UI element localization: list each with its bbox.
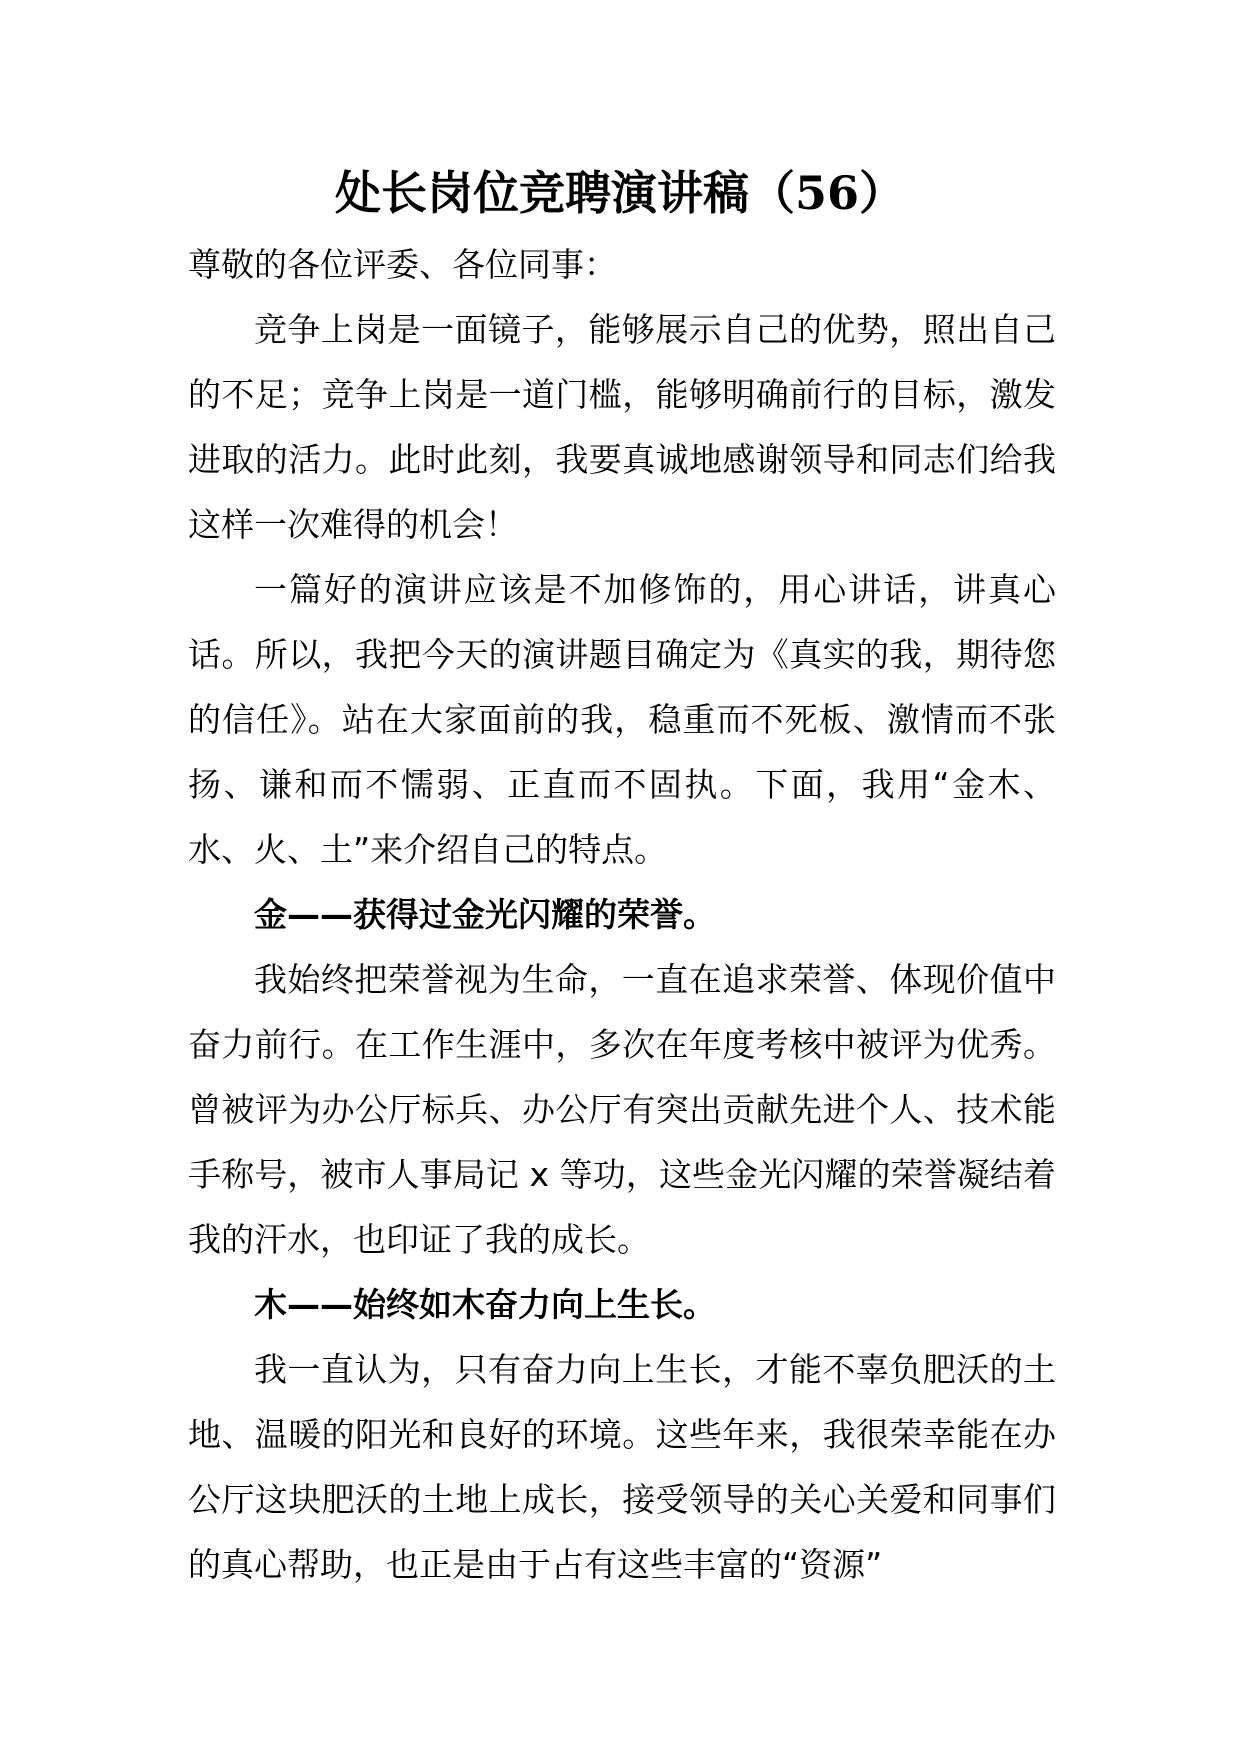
paragraph-theme: 一篇好的演讲应该是不加修饰的，用心讲话，讲真心话。所以，我把今天的演讲题目确定为《真实的我，期待您的信任》。站在大家面前的我，稳重而不死板、激情而不张扬、谦和而不懦弱、正直而不固执。下面，我用“金木、水、火、土”来介绍自己的特点。 [188,570,1056,869]
paragraph-gold: 我始终把荣誉视为生命，一直在追求荣誉、体现价值中奋力前行。在工作生涯中，多次在年度考核中被评为优秀。曾被评为办公厅标兵、办公厅有突出贡献先进个人、技术能手称号，被市人事局记 x 等功，这些金光闪耀的荣誉凝结着我的汗水，也印证了我的成长。 [188,960,1056,1259]
salutation: 尊敬的各位评委、各位同事： [188,245,617,284]
document-title: 处长岗位竞聘演讲稿（56） [334,166,905,220]
section-heading-wood: 木——始终如木奋力向上生长。 [254,1285,716,1324]
section-heading-gold: 金——获得过金光闪耀的荣誉。 [254,895,716,934]
paragraph-wood: 我一直认为，只有奋力向上生长，才能不辜负肥沃的土地、温暖的阳光和良好的环境。这些年来，我很荣幸能在办公厅这块肥沃的土地上成长，接受领导的关心关爱和同事们的真心帮助，也正是由于占有这些丰富的“资源” [188,1350,1056,1584]
document-body [188,232,1056,1597]
paragraph-intro: 竞争上岗是一面镜子，能够展示自己的优势，照出自己的不足；竞争上岗是一道门槛，能够明确前行的目标，激发进取的活力。此时此刻，我要真诚地感谢领导和同志们给我这样一次难得的机会！ [188,310,1056,544]
